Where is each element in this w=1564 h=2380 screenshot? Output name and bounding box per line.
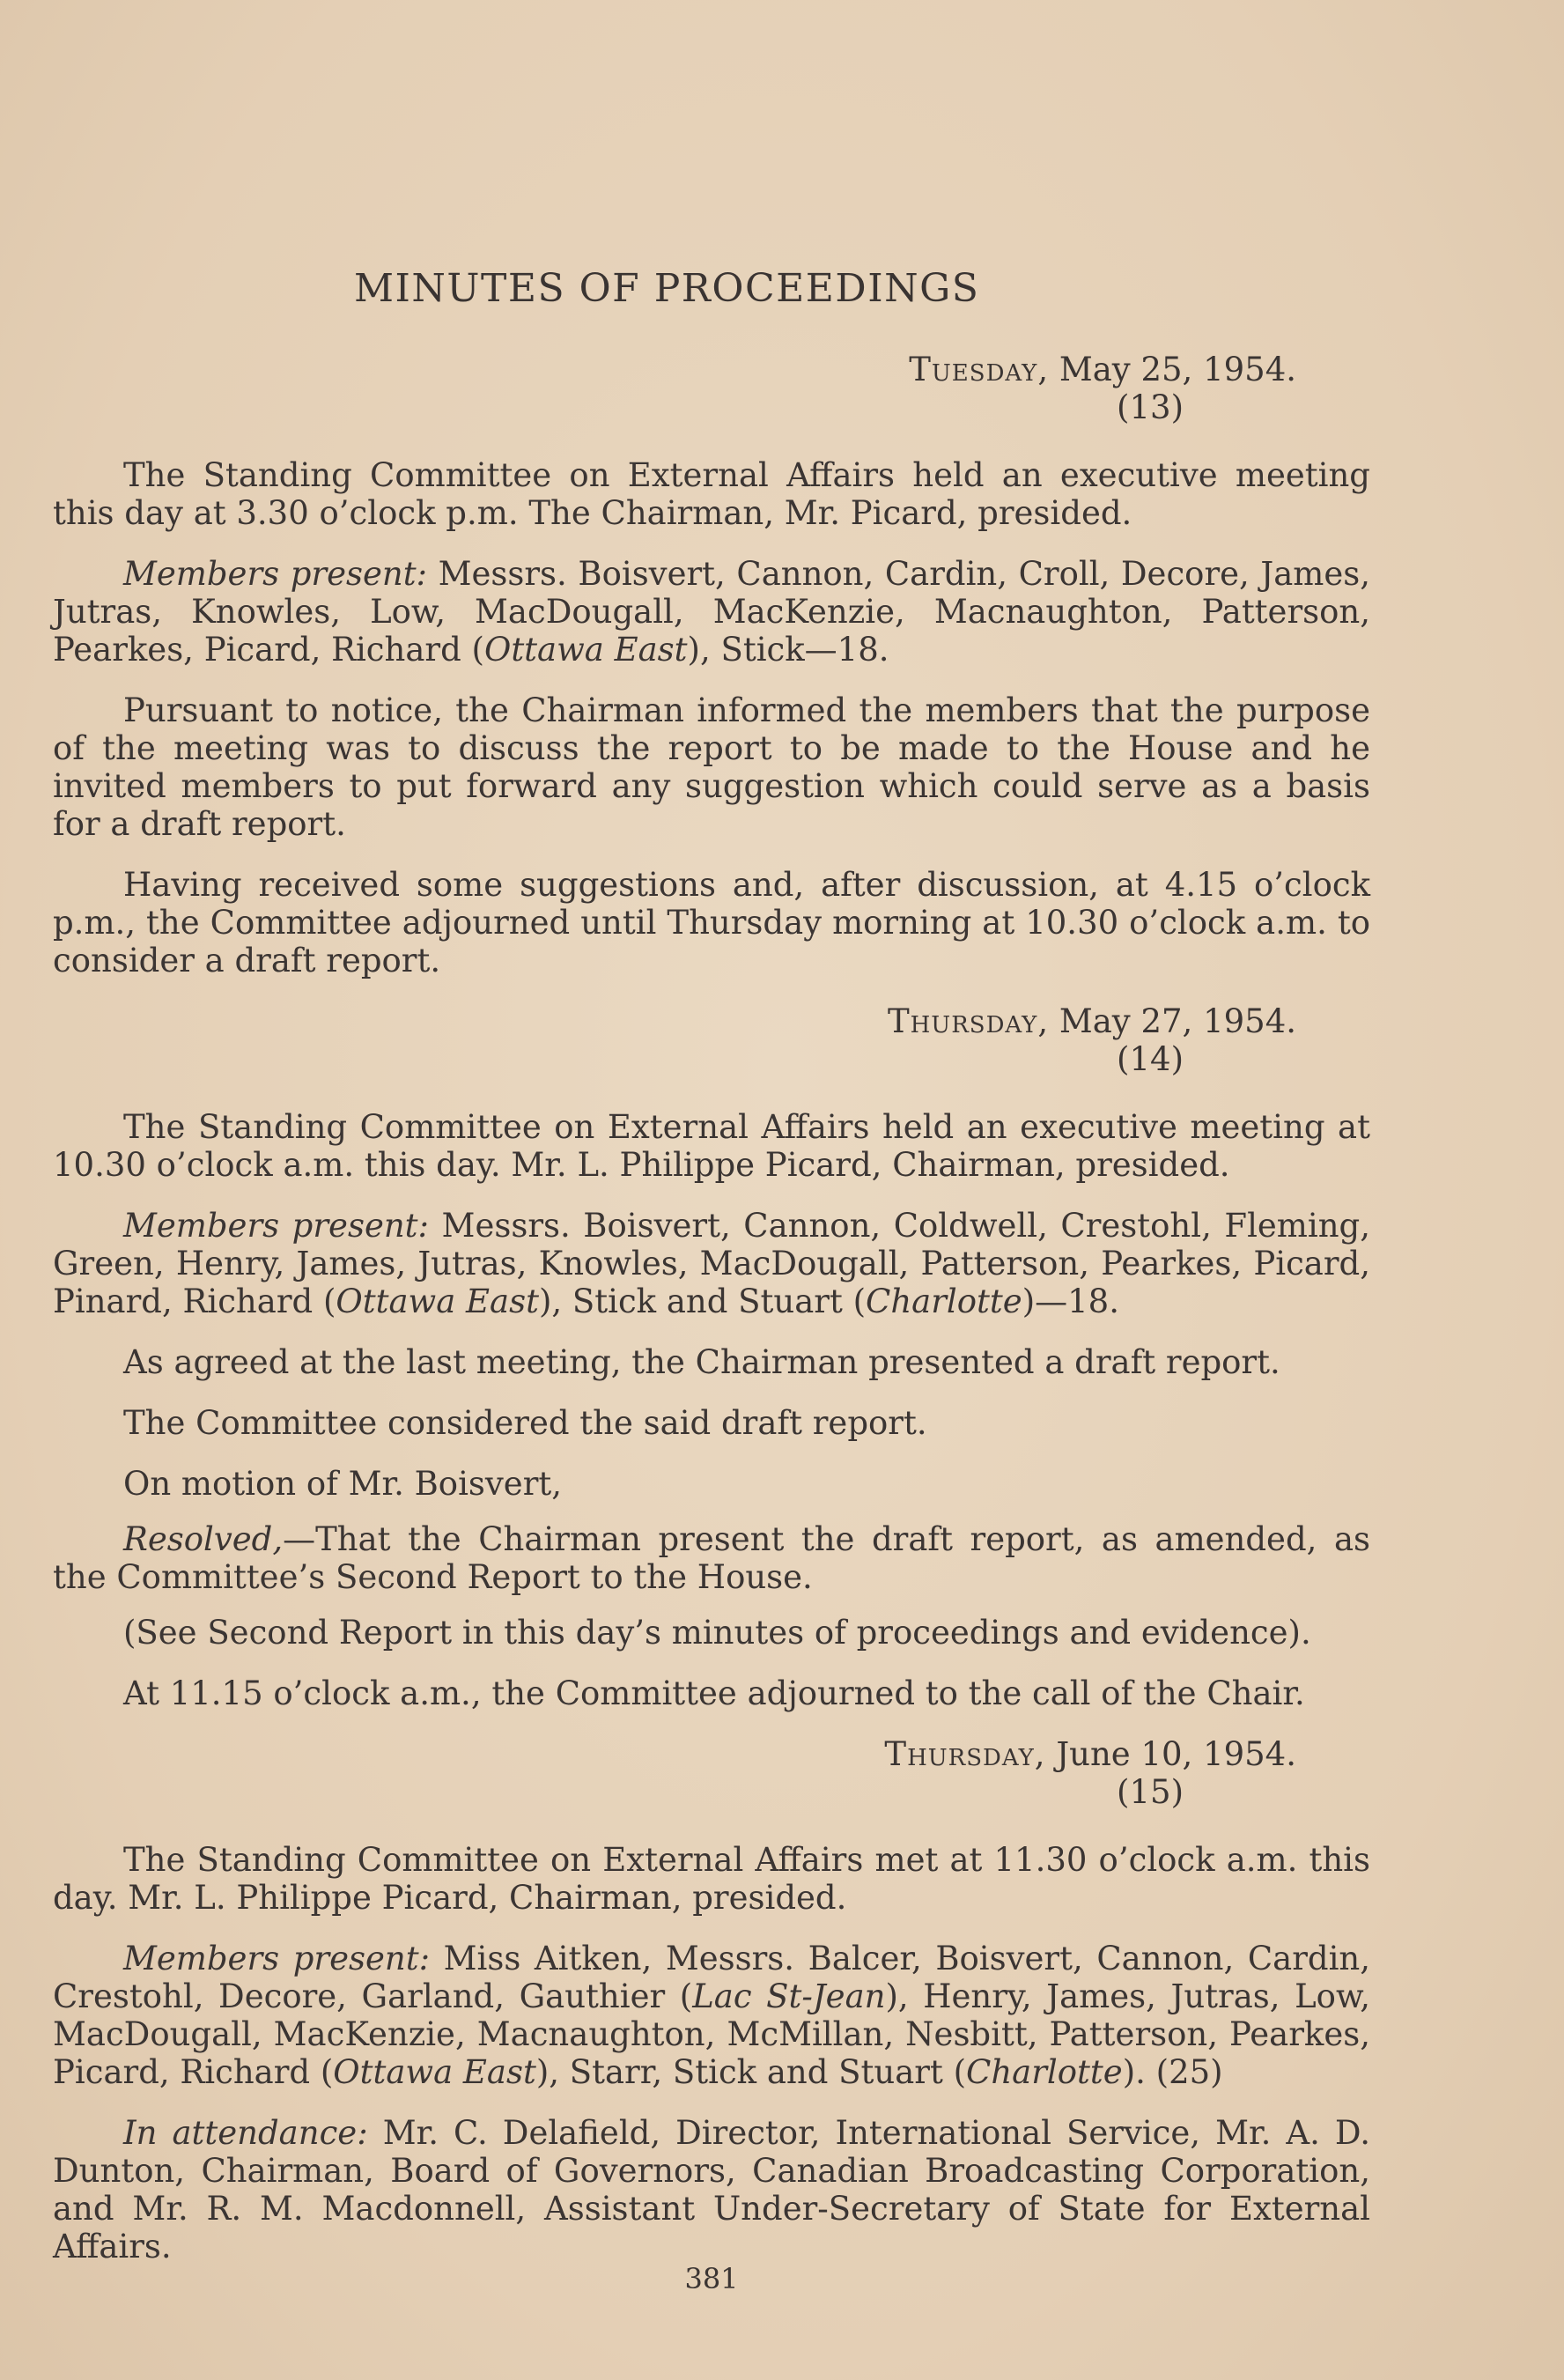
meeting-number: (15) (1117, 1773, 1184, 1811)
paragraph: The Committee considered the said draft report. (123, 1404, 927, 1442)
meeting-date: May 25, 1954. (1059, 351, 1296, 388)
meeting-day: Thursday, (887, 1002, 1050, 1040)
paragraph: Having received some suggestions and, after discussion, at 4.15 o’clock p.m., the Committee adjourned until Thursday morning at 10.30 o’clock a.m. to consider a draft report. (53, 866, 1370, 979)
paragraph: As agreed at the last meeting, the Chairman presented a draft report. (123, 1343, 1280, 1381)
members-label: Members present: (123, 555, 428, 593)
in-attendance: In attendance: Mr. C. Delafield, Director, International Service, Mr. A. D. Dunton, Chairman, Board of Governors, Canadian Broadcasting Corporation, and Mr. R. M. Macdonnell, Assistant Under-Secretary of State for External Affairs. (53, 2114, 1371, 2265)
members-present: Members present: Messrs. Boisvert, Cannon, Coldwell, Crestohl, Fleming, Green, Henry, James, Jutras, Knowles, MacDougall, Patterson, Pearkes, Picard, Pinard, Richard (Ottawa East), Stick and Stuart (Charlotte)—18. (53, 1207, 1370, 1320)
meeting-dateline (53, 1002, 1370, 1040)
meeting-day: Tuesday, (909, 351, 1050, 388)
meeting-opening: The Standing Committee on External Affairs met at 11.30 o’clock a.m. this day. Mr. L. Philippe Picard, Chairman, presided. (53, 1841, 1370, 1917)
meeting-dateline (53, 351, 1370, 388)
attendance-label: In attendance: (123, 2114, 368, 2152)
paragraph: Pursuant to notice, the Chairman informed the members that the purpose of the meeting was to discuss the report to be made to the House and he invited members to put forward any suggestion which could serve as a basis for a draft report. (53, 691, 1370, 843)
meeting-day: Thursday, (884, 1735, 1046, 1773)
meeting-opening: The Standing Committee on External Affairs held an executive meeting at 10.30 o’clock a.m. this day. Mr. L. Philippe Picard, Chairman, presided. (53, 1108, 1370, 1184)
members-label: Members present: (123, 1207, 429, 1245)
paragraph: On motion of Mr. Boisvert, (123, 1465, 563, 1503)
resolved-label: Resolved, (123, 1520, 284, 1558)
meeting-section-15 (53, 1735, 1370, 2265)
meeting-section-13 (53, 351, 1370, 979)
paragraph: (See Second Report in this day’s minutes of proceedings and evidence). (123, 1614, 1311, 1652)
members-present: Members present: Miss Aitken, Messrs. Balcer, Boisvert, Cannon, Cardin, Crestohl, Decore, Garland, Gauthier (Lac St-Jean), Henry, James, Jutras, Low, MacDougall, MacKenzie, Macnaughton, McMillan, Nesbitt, Patterson, Pearkes, Picard, Richard (Ottawa East), Starr, Stick and Stuart (Charlotte). (25) (53, 1940, 1370, 2091)
page-number: 381 (684, 2262, 739, 2295)
resolution: Resolved,—That the Chairman present the draft report, as amended, as the Committee’s Second Report to the House. (53, 1520, 1370, 1596)
page-title: MINUTES OF PROCEEDINGS (354, 266, 980, 311)
paragraph: At 11.15 o’clock a.m., the Committee adjourned to the call of the Chair. (123, 1674, 1305, 1712)
meeting-section-14 (53, 1002, 1370, 1712)
meeting-date: May 27, 1954. (1059, 1002, 1296, 1040)
document-body (53, 264, 1370, 2265)
meeting-number: (13) (1117, 388, 1184, 426)
meeting-opening: The Standing Committee on External Affairs held an executive meeting this day at 3.30 o’clock p.m. The Chairman, Mr. Picard, presided. (53, 456, 1370, 532)
meeting-number: (14) (1117, 1040, 1184, 1078)
meeting-dateline (53, 1735, 1370, 1773)
members-present: Members present: Messrs. Boisvert, Cannon, Cardin, Croll, Decore, James, Jutras, Knowles, Low, MacDougall, MacKenzie, Macnaughton, Patterson, Pearkes, Picard, Richard (Ottawa East), Stick—18. (53, 555, 1371, 669)
members-label: Members present: (123, 1940, 431, 1977)
meeting-date: June 10, 1954. (1056, 1735, 1296, 1773)
